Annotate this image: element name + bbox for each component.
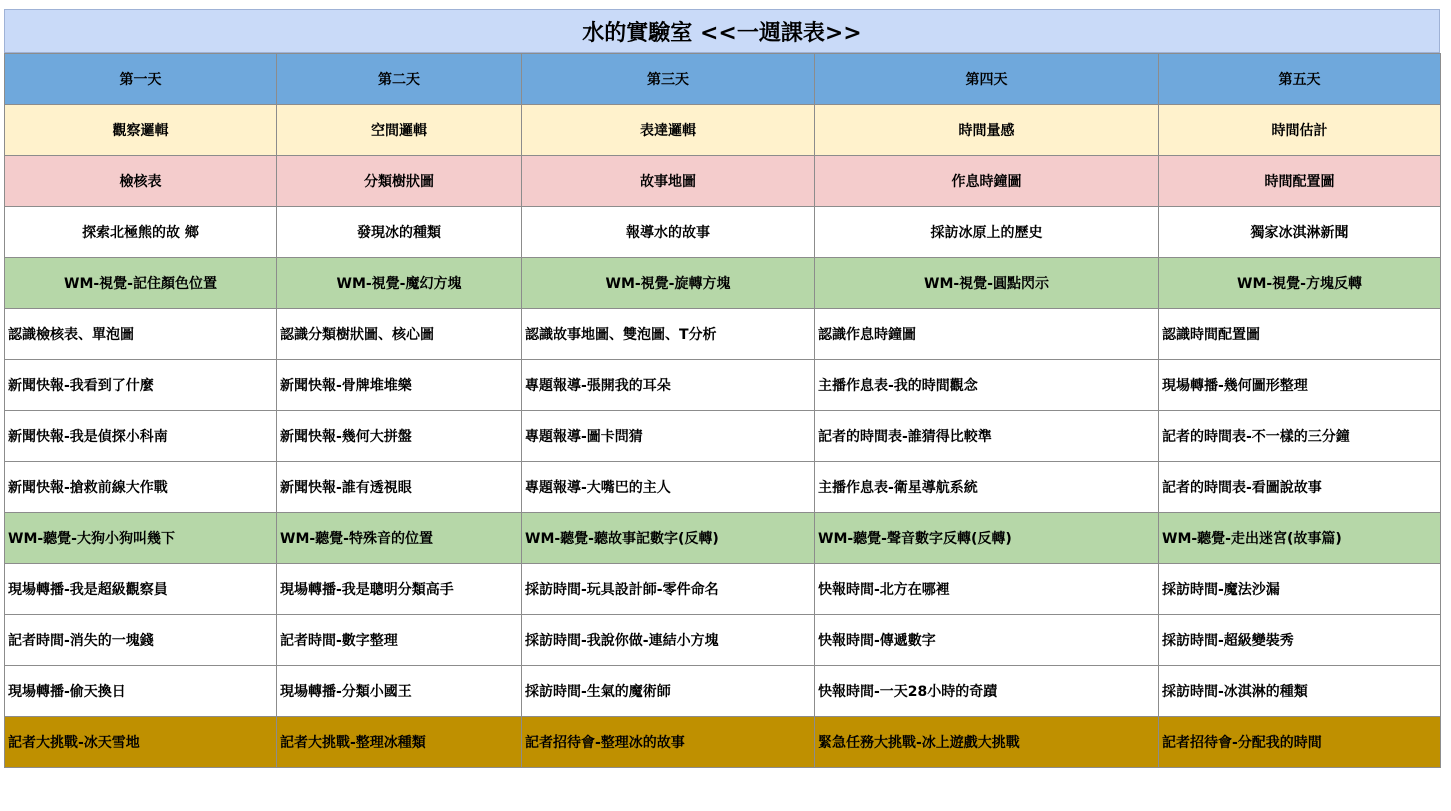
- schedule-row-wm: [5, 513, 1441, 564]
- cell-day4: 快報時間-一天28小時的奇蹟: [815, 666, 1159, 717]
- cell-day1: 檢核表: [5, 156, 277, 207]
- cell-day4: 快報時間-傳遞數字: [815, 615, 1159, 666]
- cell-day1: 記者大挑戰-冰天雪地: [5, 717, 277, 768]
- cell-day1: 記者時間-消失的一塊錢: [5, 615, 277, 666]
- cell-day1: 新聞快報-我看到了什麼: [5, 360, 277, 411]
- cell-day2: 現場轉播-分類小國王: [277, 666, 522, 717]
- cell-day2: 記者時間-數字整理: [277, 615, 522, 666]
- cell-day2: 現場轉播-我是聰明分類高手: [277, 564, 522, 615]
- cell-day5: 認識時間配置圖: [1159, 309, 1441, 360]
- cell-day2: 新聞快報-骨牌堆堆樂: [277, 360, 522, 411]
- cell-day4: 作息時鐘圖: [815, 156, 1159, 207]
- cell-day4: 主播作息表-衛星導航系統: [815, 462, 1159, 513]
- schedule-row-challenge: [5, 717, 1441, 768]
- cell-day2: 分類樹狀圖: [277, 156, 522, 207]
- cell-day3: 報導水的故事: [522, 207, 815, 258]
- cell-day3: 第三天: [522, 54, 815, 105]
- cell-day3: 採訪時間-生氣的魔術師: [522, 666, 815, 717]
- cell-day4: 緊急任務大挑戰-冰上遊戲大挑戰: [815, 717, 1159, 768]
- cell-day5: 時間配置圖: [1159, 156, 1441, 207]
- cell-day1: WM-聽覺-大狗小狗叫幾下: [5, 513, 277, 564]
- cell-day5: 時間估計: [1159, 105, 1441, 156]
- cell-day1: WM-視覺-記住顏色位置: [5, 258, 277, 309]
- schedule-row-plain: [5, 360, 1441, 411]
- cell-day1: 觀察邏輯: [5, 105, 277, 156]
- cell-day2: WM-視覺-魔幻方塊: [277, 258, 522, 309]
- cell-day3: 採訪時間-我說你做-連結小方塊: [522, 615, 815, 666]
- cell-day3: 認識故事地圖、雙泡圖、T分析: [522, 309, 815, 360]
- cell-day1: 探索北極熊的故 鄉: [5, 207, 277, 258]
- cell-day5: 採訪時間-超級變裝秀: [1159, 615, 1441, 666]
- cell-day1: 第一天: [5, 54, 277, 105]
- schedule-row-plain: [5, 411, 1441, 462]
- cell-day2: WM-聽覺-特殊音的位置: [277, 513, 522, 564]
- cell-day1: 認識檢核表、單泡圖: [5, 309, 277, 360]
- schedule-row-theme: [5, 207, 1441, 258]
- cell-day4: 時間量感: [815, 105, 1159, 156]
- cell-day2: 第二天: [277, 54, 522, 105]
- cell-day4: WM-視覺-圓點閃示: [815, 258, 1159, 309]
- sheet-title: 水的實驗室 <<一週課表>>: [4, 9, 1440, 53]
- cell-day4: 採訪冰原上的歷史: [815, 207, 1159, 258]
- cell-day1: 現場轉播-偷天換日: [5, 666, 277, 717]
- schedule-row-plain: [5, 615, 1441, 666]
- cell-day2: 發現冰的種類: [277, 207, 522, 258]
- cell-day1: 現場轉播-我是超級觀察員: [5, 564, 277, 615]
- schedule-row-wm: [5, 258, 1441, 309]
- schedule-row-day: [5, 54, 1441, 105]
- cell-day3: 記者招待會-整理冰的故事: [522, 717, 815, 768]
- cell-day5: 採訪時間-魔法沙漏: [1159, 564, 1441, 615]
- cell-day5: 採訪時間-冰淇淋的種類: [1159, 666, 1441, 717]
- cell-day3: 表達邏輯: [522, 105, 815, 156]
- schedule-row-plain: [5, 564, 1441, 615]
- schedule-table: [4, 53, 1441, 768]
- cell-day4: 記者的時間表-誰猜得比較準: [815, 411, 1159, 462]
- cell-day3: WM-聽覺-聽故事記數字(反轉): [522, 513, 815, 564]
- schedule-sheet: [4, 9, 1440, 768]
- cell-day2: 新聞快報-幾何大拼盤: [277, 411, 522, 462]
- schedule-row-plain: [5, 666, 1441, 717]
- schedule-body: [5, 54, 1441, 768]
- cell-day2: 記者大挑戰-整理冰種類: [277, 717, 522, 768]
- schedule-row-logic: [5, 105, 1441, 156]
- cell-day5: WM-視覺-方塊反轉: [1159, 258, 1441, 309]
- cell-day5: 記者的時間表-不一樣的三分鐘: [1159, 411, 1441, 462]
- cell-day2: 空間邏輯: [277, 105, 522, 156]
- cell-day2: 認識分類樹狀圖、核心圖: [277, 309, 522, 360]
- cell-day3: 專題報導-圖卡問猜: [522, 411, 815, 462]
- cell-day1: 新聞快報-搶救前線大作戰: [5, 462, 277, 513]
- cell-day5: 現場轉播-幾何圖形整理: [1159, 360, 1441, 411]
- cell-day4: 第四天: [815, 54, 1159, 105]
- cell-day4: 認識作息時鐘圖: [815, 309, 1159, 360]
- cell-day3: 專題報導-大嘴巴的主人: [522, 462, 815, 513]
- cell-day1: 新聞快報-我是偵探小科南: [5, 411, 277, 462]
- cell-day5: 第五天: [1159, 54, 1441, 105]
- cell-day2: 新聞快報-誰有透視眼: [277, 462, 522, 513]
- cell-day3: WM-視覺-旋轉方塊: [522, 258, 815, 309]
- cell-day4: 主播作息表-我的時間觀念: [815, 360, 1159, 411]
- cell-day5: WM-聽覺-走出迷宮(故事篇): [1159, 513, 1441, 564]
- cell-day4: 快報時間-北方在哪裡: [815, 564, 1159, 615]
- cell-day3: 專題報導-張開我的耳朵: [522, 360, 815, 411]
- cell-day5: 獨家冰淇淋新聞: [1159, 207, 1441, 258]
- schedule-row-plain: [5, 309, 1441, 360]
- schedule-row-plain: [5, 462, 1441, 513]
- schedule-row-tool: [5, 156, 1441, 207]
- cell-day3: 故事地圖: [522, 156, 815, 207]
- cell-day3: 採訪時間-玩具設計師-零件命名: [522, 564, 815, 615]
- cell-day5: 記者的時間表-看圖說故事: [1159, 462, 1441, 513]
- cell-day5: 記者招待會-分配我的時間: [1159, 717, 1441, 768]
- cell-day4: WM-聽覺-聲音數字反轉(反轉): [815, 513, 1159, 564]
